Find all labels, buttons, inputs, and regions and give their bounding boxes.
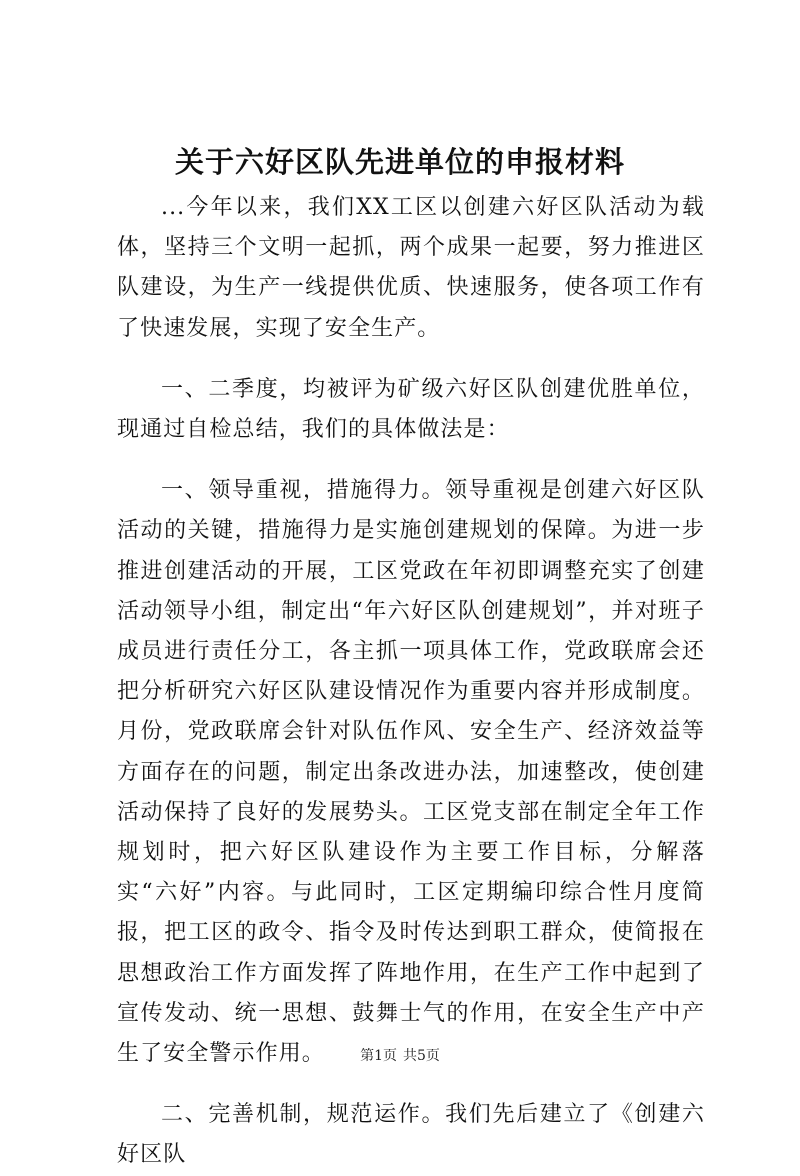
document-body — [117, 188, 705, 1176]
page-footer — [0, 1046, 800, 1066]
page-total: 共5页 — [403, 1048, 440, 1064]
page-number: 第1页 — [360, 1048, 397, 1064]
paragraph-intro: ...今年以来，我们XX工区以创建六好区队活动为载体，坚持三个文明一起抓，两个成果一起要，努力推进区队建设，为生产一线提供优质、快速服务，使各项工作有了快速发展，实现了安全生产。 — [117, 195, 705, 341]
paragraph-mechanism: 二、完善机制，规范运作。我们先后建立了《创建六好区队 — [117, 1102, 705, 1168]
document-title: 关于六好区队先进单位的申报材料 — [174, 145, 625, 179]
paragraph-summary: 一、二季度，均被评为矿级六好区队创建优胜单位，现通过自检总结，我们的具体做法是： — [117, 376, 705, 443]
paragraph-leadership: 一、领导重视，措施得力。领导重视是创建六好区队活动的关键，措施得力是实施创建规划的保障。为进一步推进创建活动的开展，工区党政在年初即调整充实了创建活动领导小组，制定出“年六好区队创建规划”，并对班子成员进行责任分工，各主抓一项具体工作，党政联席会还把分析研究六好区队建设情况作为重要内容并形成制度。月份，党政联席会针对队伍作风、安全生产、经济效益等方面存在的问题，制定出条改进办法，加速整改，使创建活动保持了良好的发展势头。工区党支部在制定全年工作规划时，把六好区队建设作为主要工作目标，分解落实“六好”内容。与此同时，工区定期编印综合性月度简报，把工区的政令、指令及时传达到职工群众，使简报在思想政治工作方面发挥了阵地作用，在生产工作中起到了宣传发动、统一思想、鼓舞士气的作用，在安全生产中产生了安全警示作用。 — [117, 478, 705, 1067]
